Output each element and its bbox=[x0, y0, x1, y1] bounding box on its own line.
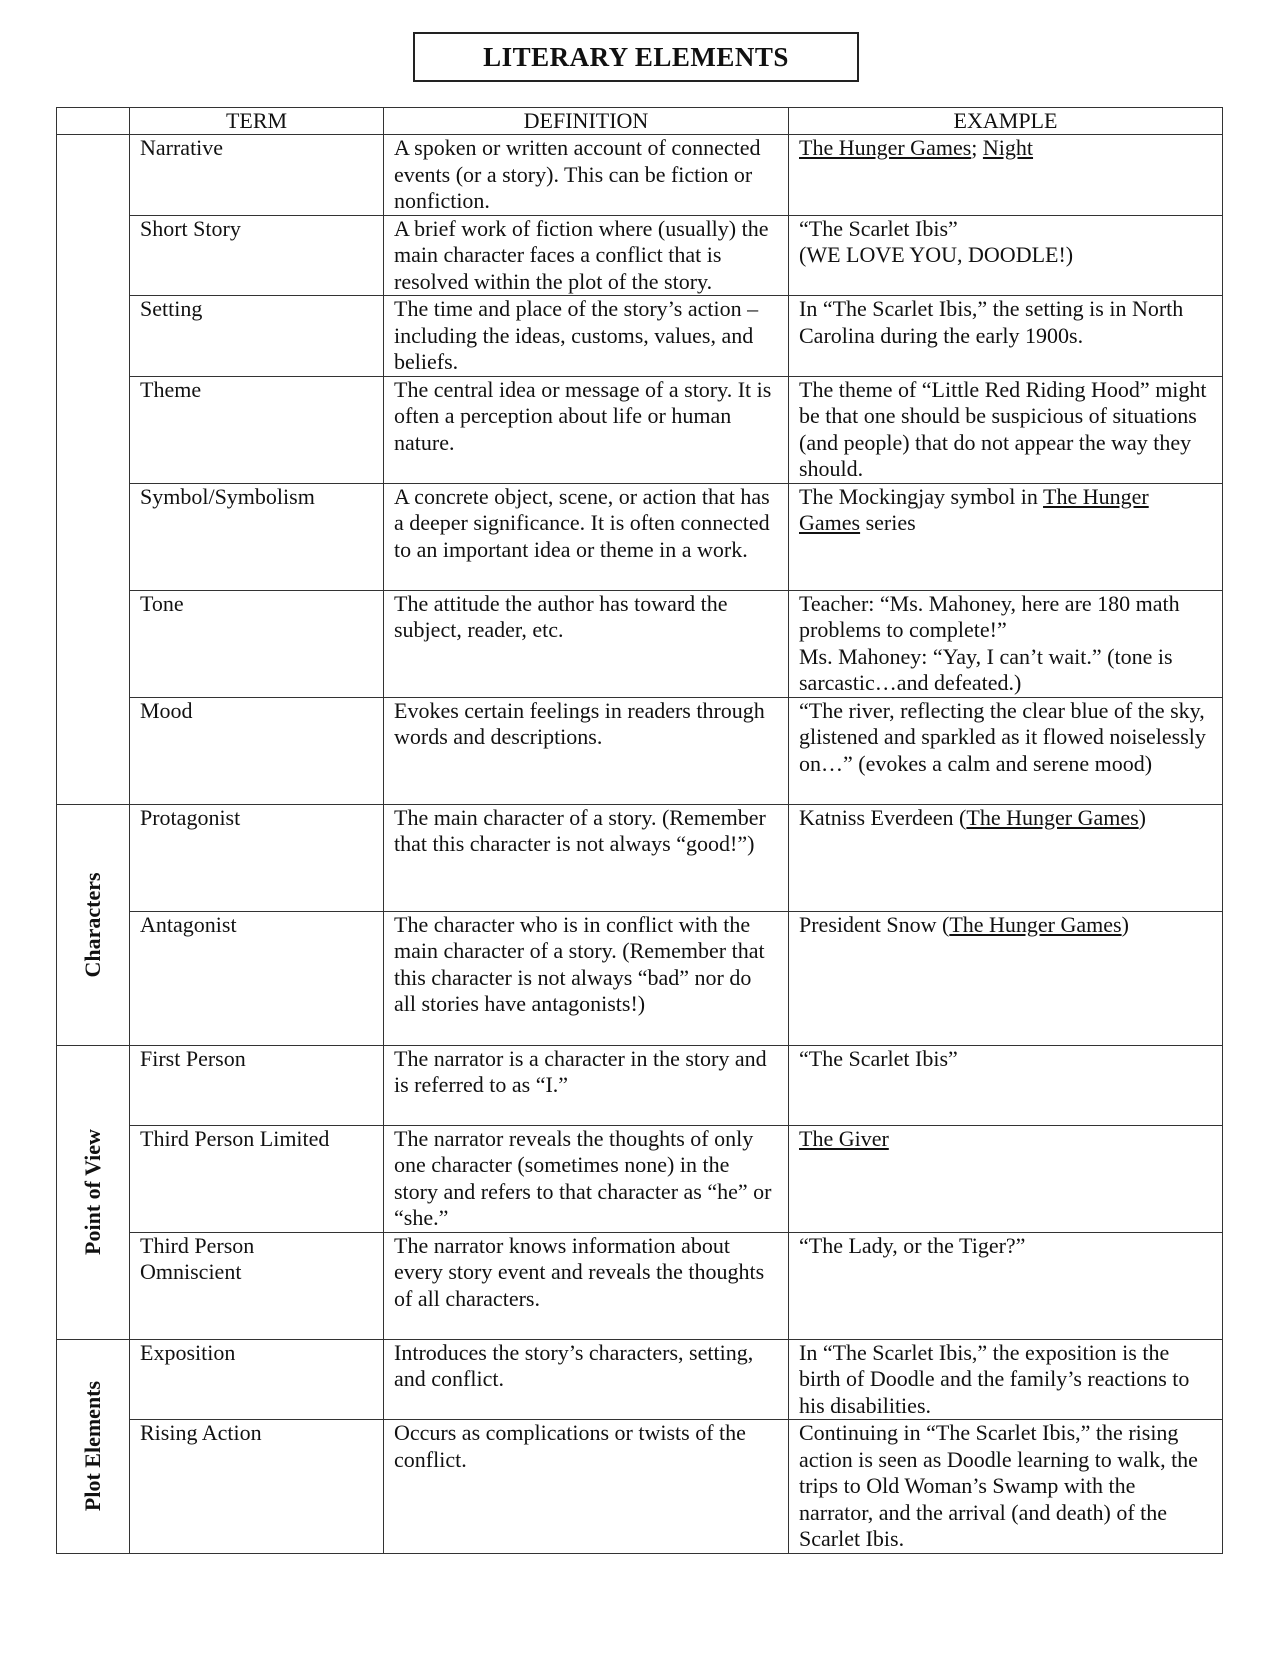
example-text: series bbox=[860, 510, 916, 535]
term-cell: Short Story bbox=[130, 215, 384, 296]
definition-cell: The central idea or message of a story. It is often a perception about life or human nature. bbox=[384, 376, 789, 483]
table-row bbox=[57, 1232, 1223, 1339]
term-cell: Exposition bbox=[130, 1339, 384, 1420]
definition-cell: Introduces the story’s characters, setting, and conflict. bbox=[384, 1339, 789, 1420]
definition-cell: Evokes certain feelings in readers through words and descriptions. bbox=[384, 697, 789, 804]
example-text: President Snow ( bbox=[799, 911, 950, 937]
example-line: Teacher: “Ms. Mahoney, here are 180 math problems to complete!” bbox=[799, 590, 1180, 642]
example-line: (WE LOVE YOU, DOODLE!) bbox=[799, 242, 1074, 267]
example-line: “The Scarlet Ibis” bbox=[799, 215, 958, 241]
example-cell: “The river, reflecting the clear blue of the sky, glistened and sparkled as it flowed noiselessly on…” (evokes a calm and serene mood) bbox=[789, 697, 1223, 804]
example-text: ) bbox=[1121, 911, 1129, 937]
example-cell: In “The Scarlet Ibis,” the exposition is the birth of Doodle and the family’s reactions to his disabilities. bbox=[789, 1339, 1223, 1420]
literary-elements-table bbox=[56, 107, 1223, 1554]
table-row bbox=[57, 135, 1223, 216]
example-text: Katniss Everdeen ( bbox=[799, 804, 967, 830]
group-header-cell bbox=[57, 108, 130, 135]
book-title: The Hunger Games bbox=[799, 135, 972, 160]
header-row bbox=[57, 108, 1223, 135]
example-text: The Mockingjay symbol in bbox=[799, 483, 1044, 509]
example-cell bbox=[789, 911, 1223, 1045]
table-row bbox=[57, 697, 1223, 804]
term-cell: Protagonist bbox=[130, 804, 384, 911]
example-cell: In “The Scarlet Ibis,” the setting is in North Carolina during the early 1900s. bbox=[789, 296, 1223, 377]
table-row bbox=[57, 1045, 1223, 1125]
table-row bbox=[57, 911, 1223, 1045]
group-cell-characters bbox=[57, 804, 130, 1045]
example-text: ; bbox=[971, 135, 983, 160]
definition-cell: The narrator knows information about every story event and reveals the thoughts of all characters. bbox=[384, 1232, 789, 1339]
table-row bbox=[57, 376, 1223, 483]
table-row bbox=[57, 1339, 1223, 1420]
definition-cell: The narrator is a character in the story and is referred to as “I.” bbox=[384, 1045, 789, 1125]
term-cell: Setting bbox=[130, 296, 384, 377]
group-label: Plot Elements bbox=[79, 1380, 105, 1512]
definition-cell: A concrete object, scene, or action that has a deeper significance. It is often connected to an important idea or theme in a work. bbox=[384, 483, 789, 590]
example-cell: “The Lady, or the Tiger?” bbox=[789, 1232, 1223, 1339]
table-row bbox=[57, 1125, 1223, 1232]
definition-cell: The time and place of the story’s action – including the ideas, customs, values, and beliefs. bbox=[384, 296, 789, 377]
example-cell: The theme of “Little Red Riding Hood” might be that one should be suspicious of situations (and people) that do not appear the way they should. bbox=[789, 376, 1223, 483]
table-row bbox=[57, 483, 1223, 590]
definition-cell: The main character of a story. (Remember that this character is not always “good!”) bbox=[384, 804, 789, 911]
example-cell bbox=[789, 590, 1223, 697]
table-row bbox=[57, 215, 1223, 296]
table-row bbox=[57, 1420, 1223, 1554]
example-cell: “The Scarlet Ibis” bbox=[789, 1045, 1223, 1125]
term-header: TERM bbox=[130, 108, 384, 135]
page-title: LITERARY ELEMENTS bbox=[413, 32, 859, 82]
example-cell: Continuing in “The Scarlet Ibis,” the rising action is seen as Doodle learning to walk, the trips to Old Woman’s Swamp with the narrator, and the arrival (and death) of the Scarlet Ibis. bbox=[789, 1420, 1223, 1554]
group-cell-point-of-view bbox=[57, 1045, 130, 1339]
definition-cell: A brief work of fiction where (usually) the main character faces a conflict that is resolved within the plot of the story. bbox=[384, 215, 789, 296]
definition-cell: The attitude the author has toward the subject, reader, etc. bbox=[384, 590, 789, 697]
term-line: Third Person bbox=[140, 1232, 255, 1258]
group-label: Characters bbox=[79, 871, 105, 978]
group-label: Point of View bbox=[79, 1129, 105, 1255]
book-title: The Hunger Games bbox=[949, 911, 1122, 937]
book-title: The Hunger Games bbox=[966, 804, 1139, 830]
example-cell bbox=[789, 135, 1223, 216]
table-row bbox=[57, 804, 1223, 911]
term-cell bbox=[130, 1232, 384, 1339]
term-cell: Narrative bbox=[130, 135, 384, 216]
term-cell: Symbol/Symbolism bbox=[130, 483, 384, 590]
definition-cell: The narrator reveals the thoughts of only one character (sometimes none) in the story and refers to that character as “he” or “she.” bbox=[384, 1125, 789, 1232]
term-cell: Mood bbox=[130, 697, 384, 804]
example-cell bbox=[789, 804, 1223, 911]
table-row bbox=[57, 590, 1223, 697]
term-cell: First Person bbox=[130, 1045, 384, 1125]
term-cell: Tone bbox=[130, 590, 384, 697]
definition-cell: The character who is in conflict with the main character of a story. (Remember that this character is not always “bad” nor do all stories have antagonists!) bbox=[384, 911, 789, 1045]
term-line: Omniscient bbox=[140, 1259, 242, 1284]
definition-header: DEFINITION bbox=[384, 108, 789, 135]
definition-cell: A spoken or written account of connected events (or a story). This can be fiction or nonfiction. bbox=[384, 135, 789, 216]
table-row bbox=[57, 296, 1223, 377]
definition-cell: Occurs as complications or twists of the conflict. bbox=[384, 1420, 789, 1554]
example-line: Ms. Mahoney: “Yay, I can’t wait.” (tone is sarcastic…and defeated.) bbox=[799, 643, 1173, 695]
example-text: ) bbox=[1138, 804, 1146, 830]
example-cell bbox=[789, 215, 1223, 296]
example-cell bbox=[789, 1125, 1223, 1232]
example-header: EXAMPLE bbox=[789, 108, 1223, 135]
term-cell: Antagonist bbox=[130, 911, 384, 1045]
ungrouped-cell bbox=[57, 135, 130, 805]
book-title: The Hunger Games bbox=[799, 483, 1149, 535]
term-cell: Third Person Limited bbox=[130, 1125, 384, 1232]
example-cell bbox=[789, 483, 1223, 590]
book-title: The Giver bbox=[799, 1125, 889, 1151]
group-cell-plot-elements bbox=[57, 1339, 130, 1553]
term-cell: Rising Action bbox=[130, 1420, 384, 1554]
book-title: Night bbox=[982, 135, 1034, 160]
term-cell: Theme bbox=[130, 376, 384, 483]
